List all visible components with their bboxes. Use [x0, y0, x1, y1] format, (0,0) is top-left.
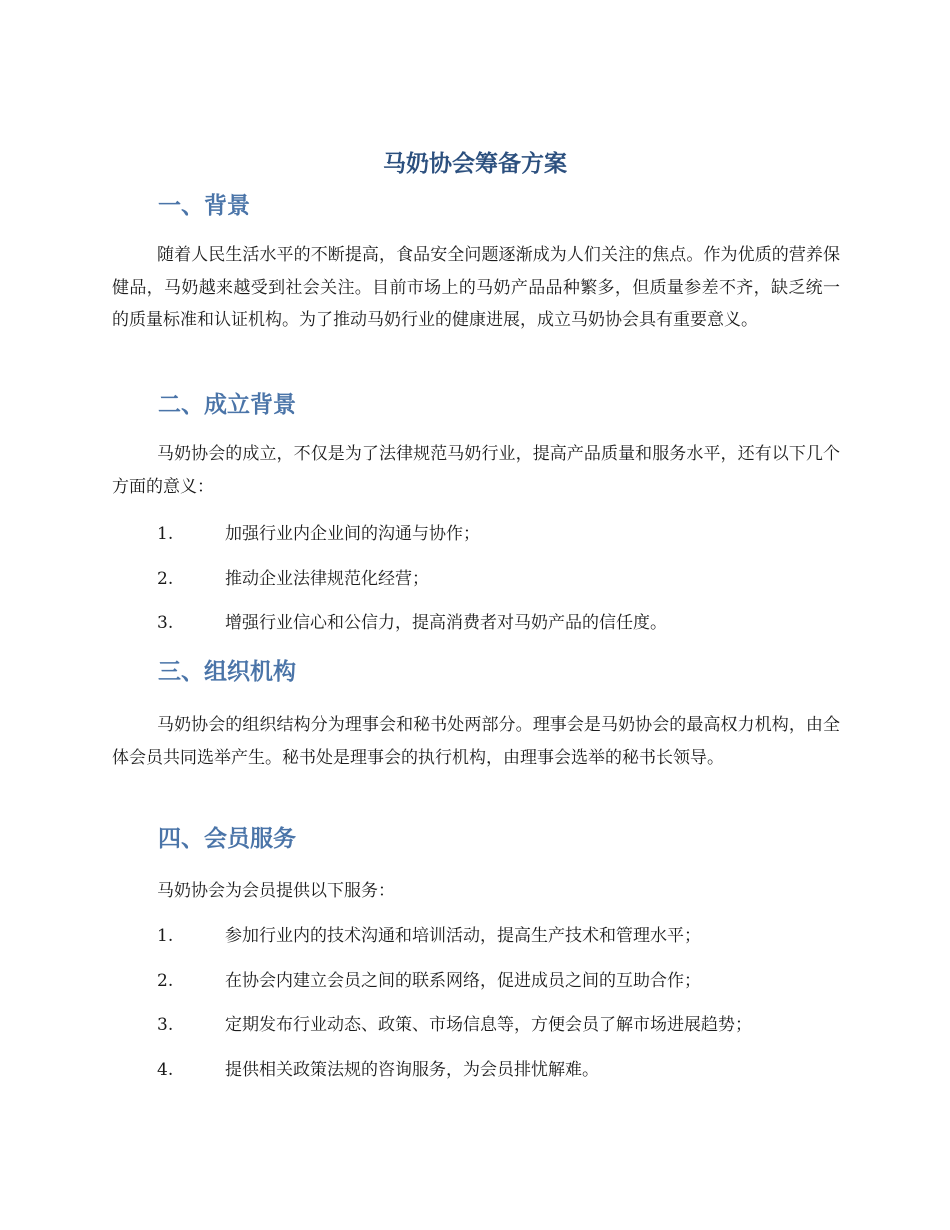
list-item-text: 提供相关政策法规的咨询服务，为会员排忧解难。 [225, 1059, 599, 1080]
list-item [112, 920, 840, 965]
section-paragraph-member-services: 马奶协会为会员提供以下服务： [157, 881, 395, 901]
list-item [112, 563, 840, 608]
section-paragraph-background: 随着人民生活水平的不断提高，食品安全问题逐渐成为人们关注的焦点。作为优质的营养保健品，马奶越来越受到社会关注。目前市场上的马奶产品品种繁多，但质量参差不齐，缺乏统一的质量标准和认证机构。为了推动马奶行业的健康进展，成立马奶协会具有重要意义。 [112, 245, 840, 330]
section-heading-background: 一、背景 [158, 193, 250, 219]
section-paragraph-organization: 马奶协会的组织结构分为理事会和秘书处两部分。理事会是马奶协会的最高权力机构，由全体会员共同选举产生。秘书处是理事会的执行机构，由理事会选举的秘书长领导。 [112, 715, 840, 768]
list-item-text: 增强行业信心和公信力，提高消费者对马奶产品的信任度。 [225, 613, 667, 634]
list-item-text: 参加行业内的技术沟通和培训活动，提高生产技术和管理水平； [225, 926, 701, 946]
list-item-number: 4. [157, 1059, 174, 1080]
list-item-text: 推动企业法律规范化经营； [225, 568, 429, 589]
section-paragraph-establishment: 马奶协会的成立，不仅是为了法律规范马奶行业，提高产品质量和服务水平，还有以下几个方面的意义： [112, 444, 840, 497]
list-item-text: 定期发布行业动态、政策、市场信息等，方便会员了解市场进展趋势； [225, 1015, 752, 1036]
list-item-number: 2. [157, 568, 174, 589]
list-item [112, 607, 840, 652]
list-item-number: 1. [157, 926, 174, 946]
section-heading-member-services: 四、会员服务 [158, 826, 296, 852]
member-services-list [112, 920, 840, 1098]
list-item-number: 1. [157, 524, 174, 544]
section-heading-establishment: 二、成立背景 [158, 392, 296, 418]
establishment-list [112, 518, 840, 652]
list-item [112, 1054, 840, 1099]
section-heading-organization: 三、组织机构 [158, 659, 296, 685]
list-item-text: 在协会内建立会员之间的联系网络，促进成员之间的互助合作； [225, 970, 701, 991]
document-title: 马奶协会筹备方案 [383, 151, 567, 177]
list-item-text: 加强行业内企业间的沟通与协作； [225, 524, 480, 544]
list-item-number: 3. [157, 1015, 174, 1036]
list-item-number: 2. [157, 970, 174, 991]
list-item [112, 518, 840, 563]
list-item-number: 3. [157, 613, 174, 634]
list-item [112, 1009, 840, 1054]
list-item [112, 965, 840, 1010]
